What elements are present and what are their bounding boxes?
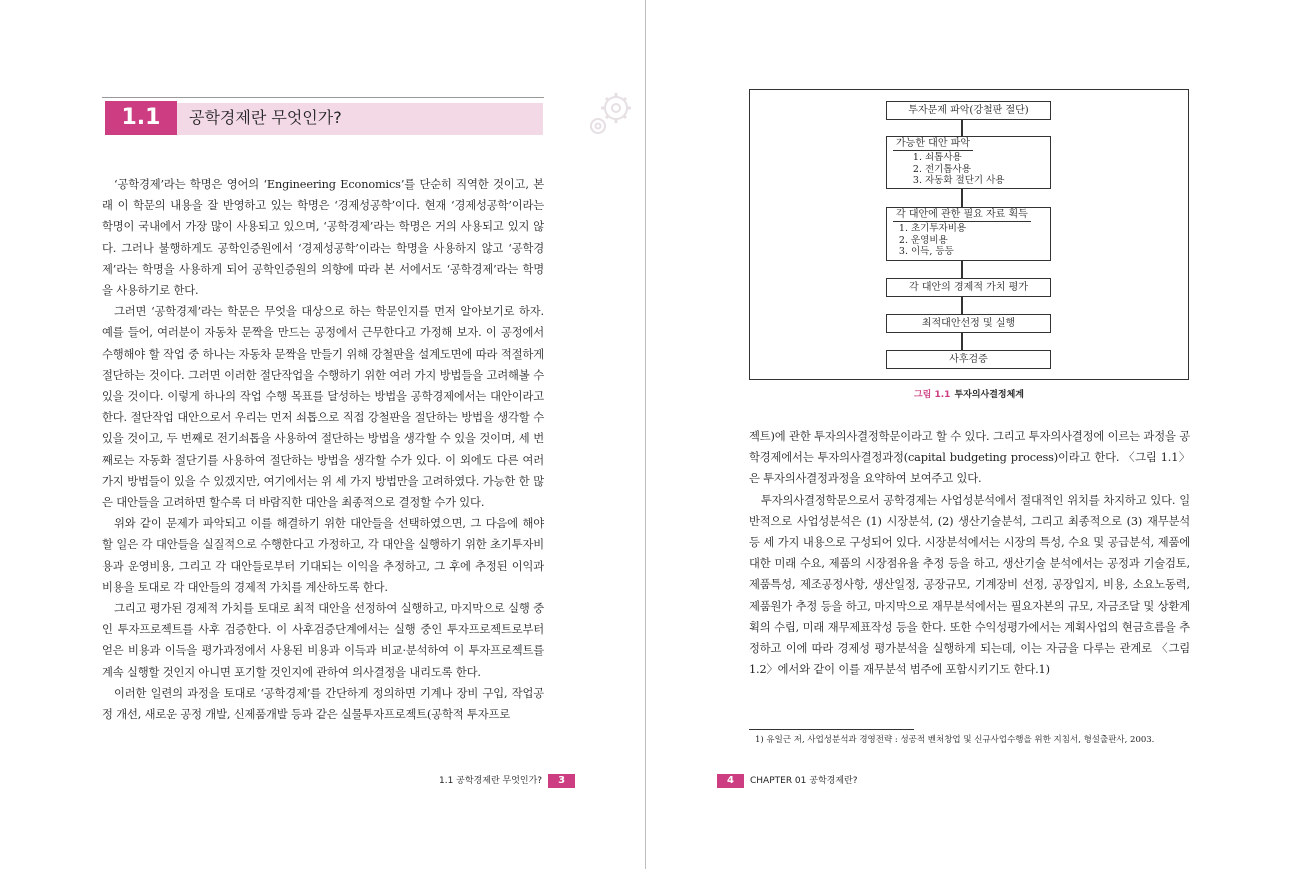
figure-caption (749, 387, 1189, 400)
flowchart-step-2 (886, 136, 1051, 189)
flowchart-connector (961, 261, 963, 278)
figure-caption-text: 투자의사결정체계 (954, 390, 1025, 400)
flowchart-step-5 (886, 314, 1051, 333)
flowchart-list-item: 3. 이득, 등등 (911, 246, 1050, 258)
running-footer-text: 1.1 공학경제란 무엇인가? (439, 776, 543, 786)
paragraph: 그리고 평가된 경제적 가치를 토대로 최적 대안을 선정하여 실행하고, 마지막으로 실행 중인 투자프로젝트를 사후 검증한다. 이 사후검증단계에서는 실행 중인 투자프로젝트로부터 얻은 비용과 이득을 평가과정에서 사용된 비용과 이득과 비교·분석하여 이 투자프로젝트를 계속 실행할 것인지 아니면 포기할 것인지에 관하여 의사결정을 내리도록 한다. (102, 602, 544, 679)
paragraph: 젝트)에 관한 투자의사결정학문이라고 할 수 있다. 그리고 투자의사결정에 이르는 과정을 공학경제에서는 투자의사결정과정(capital budgeting process)이라고 한다. 〈그림 1.1〉은 투자의사결정과정을 요약하여 보여주고 있다. (749, 430, 1190, 486)
right-page-footer (717, 773, 858, 788)
flowchart-step-label: 사후검증 (949, 354, 988, 365)
paragraph: 위와 같이 문제가 파악되고 이를 해결하기 위한 대안들을 선택하였으면, 그 다음에 해야 할 일은 각 대안들을 실질적으로 수행한다고 가정하고, 각 대안을 실행하기 위한 초기투자비용과 운영비용, 그리고 각 대안들로부터 기대되는 이익을 추정하고, 그 후에 추정된 이익과 비용을 토대로 각 대안들의 경제적 가치를 계산하도록 한다. (102, 517, 544, 594)
left-page-body (102, 174, 544, 725)
flowchart-connector (961, 120, 963, 136)
section-header (102, 97, 544, 136)
flowchart-step-title: 가능한 대안 파악 (893, 137, 973, 151)
flowchart-step-6 (886, 350, 1051, 369)
left-page-footer (439, 773, 575, 788)
footnote: 1) 유일근 저, 사업성분석과 경영전략 : 성공적 벤처창업 및 신규사업수행을 위한 지침서, 형설출판사, 2003. (755, 735, 1155, 745)
flowchart-list-item: 1. 쇠톱사용 (925, 152, 1050, 164)
right-page-body (749, 426, 1190, 680)
flowchart-connector (961, 333, 963, 350)
page-number-badge: 3 (548, 774, 575, 788)
flowchart-list-item: 1. 초기투자비용 (911, 223, 1050, 235)
flowchart-step-title: 각 대안에 관한 필요 자료 획득 (893, 208, 1031, 222)
flowchart-step-3 (886, 207, 1051, 261)
flowchart-connector (961, 189, 963, 207)
gear-decoration-icon (580, 90, 640, 140)
flowchart-step-label: 투자문제 파악(강철판 절단) (908, 105, 1029, 116)
flowchart-list-item: 3. 자동화 절단기 사용 (925, 175, 1050, 187)
flowchart-list-item: 2. 운영비용 (911, 235, 1050, 247)
paragraph: ‘공학경제’라는 학명은 영어의 ‘Engineering Economics’를 단순히 직역한 것이고, 본래 이 학문의 내용을 잘 반영하고 있는 학명은 ‘경제성공학’이다. 현재 ‘경제성공학’이라는 학명이 국내에서 가장 많이 사용되고 있으며, ‘공학경제’라는 학명은 거의 사용되고 있지 않다. 그러나 불행하게도 공학인증원에서 ‘경제성공학’이라는 학명을 사용하지 않고 ‘공학경제’라는 학명을 사용하게 되어 공학인증원의 의향에 따라 본 서에서도 ‘공학경제’라는 학명을 사용하기로 한다. (102, 178, 544, 298)
page-gutter-divider (645, 0, 646, 869)
figure-label: 그림 1.1 (913, 390, 951, 400)
flowchart-step-label: 최적대안선정 및 실행 (921, 318, 1016, 329)
paragraph: 이러한 일련의 과정을 토대로 ‘공학경제’를 간단하게 정의하면 기계나 장비 구입, 작업공정 개선, 새로운 공정 개발, 신제품개발 등과 같은 실물투자프로젝트(공학적 투자프로 (102, 686, 544, 722)
flowchart-list-item: 2. 전기톱사용 (925, 164, 1050, 176)
paragraph: 투자의사결정학문으로서 공학경제는 사업성분석에서 절대적인 위치를 차지하고 있다. 일반적으로 사업성분석은 (1) 시장분석, (2) 생산기술분석, 그리고 최종적으로 (3) 재무분석 등 세 가지 내용으로 구성되어 있다. 시장분석에서는 시장의 특성, 수요 및 공급분석, 제품에 대한 미래 수요, 제품의 시장점유율 추정 등을 하고, 생산기술 분석에서는 공정과 기술검토, 제품특성, 제조공정사항, 생산일정, 공장규모, 기계장비 선정, 공장입지, 비용, 소요노동력, 제품원가 추정 등을 하고, 마지막으로 재무분석에서는 필요자본의 규모, 자금조달 및 상환계획의 수립, 미래 재무제표작성 등을 한다. 또한 수익성평가에서는 계획사업의 현금흐름을 추정하고 이에 따라 경제성 평가분석을 실행하게 되는데, 이는 자금을 다루는 관계로 〈그림 1.2〉에서와 같이 이를 재무분석 범주에 포함시키기도 한다.1) (749, 493, 1190, 677)
paragraph: 그러면 ‘공학경제’라는 학문은 무엇을 대상으로 하는 학문인지를 먼저 알아보기로 하자. 예를 들어, 여러분이 자동차 문짝을 만드는 공정에서 근무한다고 가정해 보자. 이 공정에서 수행해야 할 작업 중 하나는 자동차 문짝을 만들기 위해 강철판을 설계도면에 따라 적절하게 절단하는 것이다. 그러면 이러한 절단작업을 수행하기 위한 여러 가지 방법들을 고려해볼 수 있을 것이다. 이렇게 하나의 작업 수행 목표를 달성하는 방법을 공학경제에서는 대안이라고 한다. 절단작업 대안으로서 우리는 먼저 쇠톱으로 직접 강철판을 절단하는 방법을 생각할 수 있을 것이고, 두 번째로 전기쇠톱을 사용하여 절단하는 방법을 생각할 수 있을 것이며, 세 번째로는 자동화 절단기를 사용하여 절단하는 방법을 생각할 수가 있다. 이 외에도 다른 여러 가지 방법들이 있을 수 있겠지만, 여기에서는 위 세 가지 방법만을 고려하였다. 가능한 한 많은 대안들을 고려하면 할수록 더 바람직한 대안을 최종적으로 결정할 수가 있다. (102, 305, 544, 510)
flowchart-step-4 (886, 278, 1051, 297)
section-number: 1.1 (105, 101, 177, 135)
flowchart-step-1 (886, 101, 1051, 120)
section-title: 공학경제란 무엇인가? (189, 108, 342, 127)
running-footer-text: CHAPTER 01 공학경제란? (750, 776, 858, 786)
flowchart-step-label: 각 대안의 경제적 가치 평가 (909, 282, 1028, 293)
page-number-badge: 4 (717, 774, 744, 788)
footnote-rule (749, 729, 914, 730)
flowchart-connector (961, 297, 963, 314)
